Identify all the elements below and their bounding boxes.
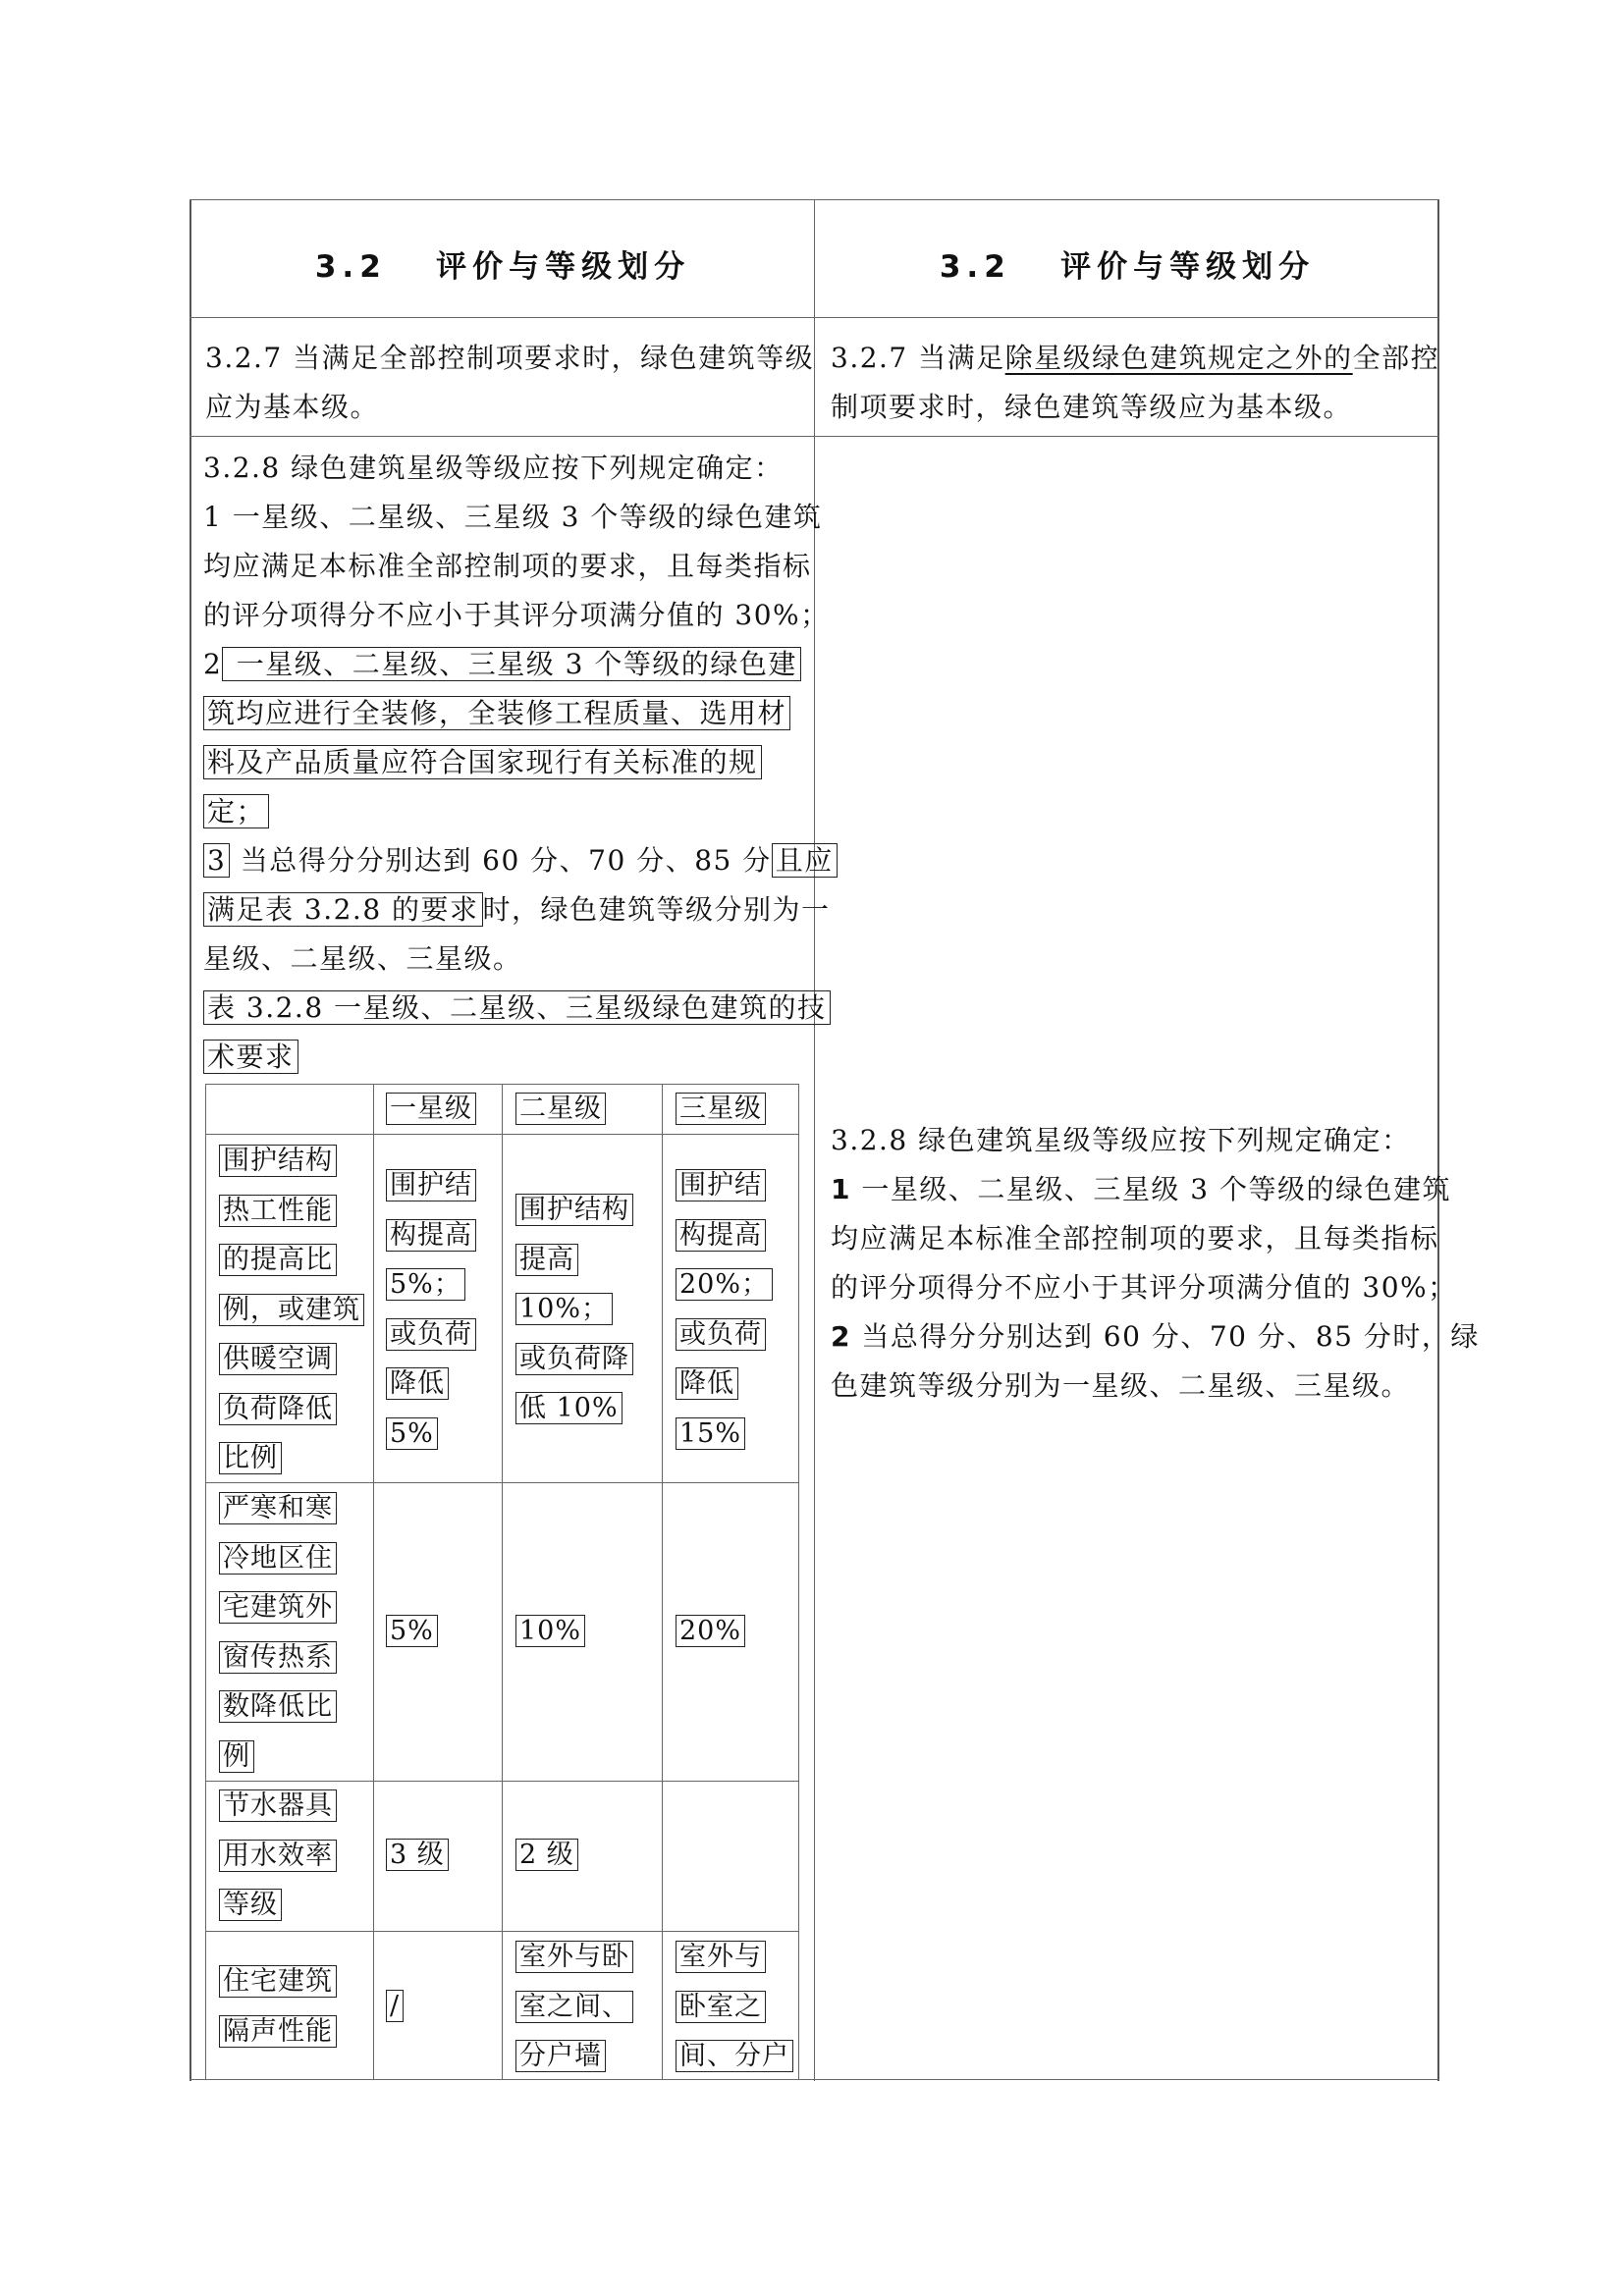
right-item-text: 当总得分分别达到 60 分、70 分、85 分时，绿: [850, 1320, 1480, 1353]
header-cell-text: 三星级: [676, 1093, 766, 1125]
cell-line: 住宅建筑: [219, 1965, 337, 1998]
item-3-line: [203, 885, 838, 934]
clause-327-right: [831, 334, 1439, 432]
deleted-text-box: 且应: [772, 843, 838, 878]
cell-line: 围护结构: [219, 1145, 337, 1177]
clause-327-left: [205, 334, 814, 432]
cell-line: 冷地区住: [219, 1542, 337, 1575]
clause-328-right: [831, 1116, 1480, 1411]
row1-label: [219, 1137, 364, 1484]
clause-327-right-line: 制项要求时，绿色建筑等级应为基本级。: [831, 391, 1353, 423]
cell-line: 用水效率: [219, 1840, 337, 1872]
row2-two-star: [515, 1607, 585, 1657]
deleted-text-box: 术要求: [203, 1040, 298, 1074]
cell-line: 节水器具: [219, 1789, 337, 1822]
clause-text: 3.2.7 当满足: [831, 342, 1005, 374]
cell-line: 20%；: [676, 1268, 773, 1301]
table-header-two-star: [515, 1085, 606, 1135]
row3-label: [219, 1782, 337, 1931]
cell-line: 热工性能: [219, 1195, 337, 1227]
row2-one-star: [386, 1607, 438, 1657]
row2-label: [219, 1484, 337, 1782]
clause-text: 全部控: [1352, 342, 1440, 374]
cell-line: 宅建筑外: [219, 1591, 337, 1624]
table-title-line: [203, 1033, 838, 1082]
item-3-text: 时，绿色建筑等级分别为一: [482, 893, 831, 926]
cell-line: 5%；: [386, 1268, 465, 1301]
clause-328-right-intro: 3.2.8 绿色建筑星级等级应按下列规定确定：: [831, 1124, 1411, 1156]
cell-line: 等级: [219, 1889, 282, 1921]
cell-line: 5%: [386, 1417, 438, 1450]
row1-two-star: [515, 1186, 633, 1434]
cell-line: 降低: [676, 1367, 738, 1400]
inner-table-col-line: [373, 1084, 374, 2079]
deleted-text-box: 表 3.2.8 一星级、二星级、三星级绿色建筑的技: [203, 990, 831, 1025]
cell-line: 室之间、: [515, 1991, 633, 2023]
cell-line: 数降低比: [219, 1690, 337, 1723]
cell-line: 2 级: [515, 1839, 578, 1871]
cell-line: 15%: [676, 1417, 745, 1450]
cell-line: 或负荷降: [515, 1343, 633, 1375]
row3-two-three-star: [515, 1831, 578, 1881]
cell-line: 低 10%: [515, 1392, 623, 1424]
right-item-2-line: [831, 1312, 1480, 1362]
cell-line: 5%: [386, 1615, 438, 1647]
right-item-1-number: 1: [831, 1173, 851, 1205]
header-right: 3.2 评价与等级划分: [939, 249, 1316, 285]
deleted-text-box: 满足表 3.2.8 的要求: [203, 892, 483, 927]
header-cell-text: 二星级: [515, 1093, 606, 1125]
right-item-2-line: 色建筑等级分别为一星级、二星级、三星级。: [831, 1369, 1411, 1402]
row2-three-star: [676, 1607, 745, 1657]
row4-label: [219, 1957, 337, 2056]
clause-327-right-line: [831, 334, 1439, 383]
item-3-line: 星级、二星级、三星级。: [203, 942, 522, 975]
cell-line: 例: [219, 1740, 254, 1773]
header-left: 3.2 评价与等级划分: [314, 249, 691, 285]
cell-line: /: [386, 1990, 404, 2022]
deleted-text-box: 料及产品质量应符合国家现行有关标准的规: [203, 745, 762, 779]
table-title-line: [203, 984, 838, 1033]
cell-line: 负荷降低: [219, 1393, 337, 1425]
cell-line: 严寒和寒: [219, 1492, 337, 1524]
item-2-line: [203, 787, 838, 836]
cell-line: 围护结: [386, 1169, 476, 1201]
row1-one-star: [386, 1161, 476, 1459]
cell-line: 3 级: [386, 1839, 449, 1871]
cell-line: 间、分户: [676, 2040, 793, 2072]
cell-line: 围护结构: [515, 1194, 633, 1226]
item-1-line: 均应满足本标准全部控制项的要求，且每类指标: [203, 550, 812, 582]
cell-line: 室外与卧: [515, 1941, 633, 1973]
cell-line: 室外与: [676, 1941, 766, 1973]
table-header-three-star: [676, 1085, 766, 1135]
row4-three-star: [676, 1933, 793, 2082]
item-1-line: 1 一星级、二星级、三星级 3 个等级的绿色建筑: [203, 501, 823, 533]
cell-line: 构提高: [676, 1219, 766, 1252]
clause-328-intro: 3.2.8 绿色建筑星级等级应按下列规定确定：: [203, 452, 784, 484]
item-3-number: 3: [203, 843, 230, 878]
table-header-one-star: [386, 1085, 476, 1135]
clause-328-left: [203, 444, 838, 1082]
cell-line: 围护结: [676, 1169, 766, 1201]
deleted-text-box: 一星级、二星级、三星级 3 个等级的绿色建: [222, 647, 801, 681]
cell-line: 或负荷: [386, 1318, 476, 1351]
clause-327-left-line: 应为基本级。: [205, 391, 380, 423]
cell-line: 隔声性能: [219, 2015, 337, 2048]
item-1-line: 的评分项得分不应小于其评分项满分值的 30%；: [203, 599, 830, 631]
row4-one-star: [386, 1982, 404, 2032]
cell-line: 供暖空调: [219, 1343, 337, 1375]
cell-line: 降低: [386, 1367, 449, 1400]
right-item-text: 一星级、二星级、三星级 3 个等级的绿色建筑: [850, 1173, 1452, 1205]
item-2-line: [203, 738, 838, 787]
inner-table-col-line: [502, 1084, 503, 2079]
cell-line: 提高: [515, 1244, 578, 1276]
cell-line: 20%: [676, 1615, 745, 1647]
right-item-1-line: 的评分项得分不应小于其评分项满分值的 30%；: [831, 1271, 1457, 1304]
cell-line: 或负荷: [676, 1318, 766, 1351]
cell-line: 构提高: [386, 1219, 476, 1252]
right-item-1-line: 均应满足本标准全部控制项的要求，且每类指标: [831, 1222, 1439, 1255]
cell-line: 窗传热系: [219, 1641, 337, 1674]
underlined-insertion: 除星级绿色建筑规定之外的: [1004, 342, 1353, 374]
deleted-text-box: 筑均应进行全装修，全装修工程质量、选用材: [203, 696, 790, 730]
cell-line: 的提高比: [219, 1244, 337, 1276]
inner-table-right: [798, 1084, 799, 2079]
right-item-1-line: [831, 1165, 1480, 1214]
item-3-text: 当总得分分别达到 60 分、70 分、85 分: [230, 844, 772, 877]
item-3-line: [203, 836, 838, 885]
deleted-text-box: 定；: [203, 794, 269, 828]
item-2-number: 2: [203, 648, 223, 680]
right-item-2-number: 2: [831, 1320, 851, 1353]
row3-one-star: [386, 1831, 449, 1881]
header-cell-text: 一星级: [386, 1093, 476, 1125]
clause-327-left-line: 3.2.7 当满足全部控制项要求时，绿色建筑等级: [205, 342, 815, 374]
row1-three-star: [676, 1161, 773, 1459]
cell-line: 10%；: [515, 1293, 613, 1325]
cell-line: 分户墙: [515, 2040, 606, 2072]
cell-line: 10%: [515, 1615, 585, 1647]
row4-two-star: [515, 1933, 633, 2082]
item-2-line: [203, 689, 838, 738]
cell-line: 比例: [219, 1442, 282, 1474]
cell-line: 卧室之: [676, 1991, 766, 2023]
inner-table-col-line: [662, 1084, 663, 2079]
item-2-line: [203, 640, 838, 689]
cell-line: 例，或建筑: [219, 1294, 364, 1326]
inner-table-left: [205, 1084, 206, 2079]
